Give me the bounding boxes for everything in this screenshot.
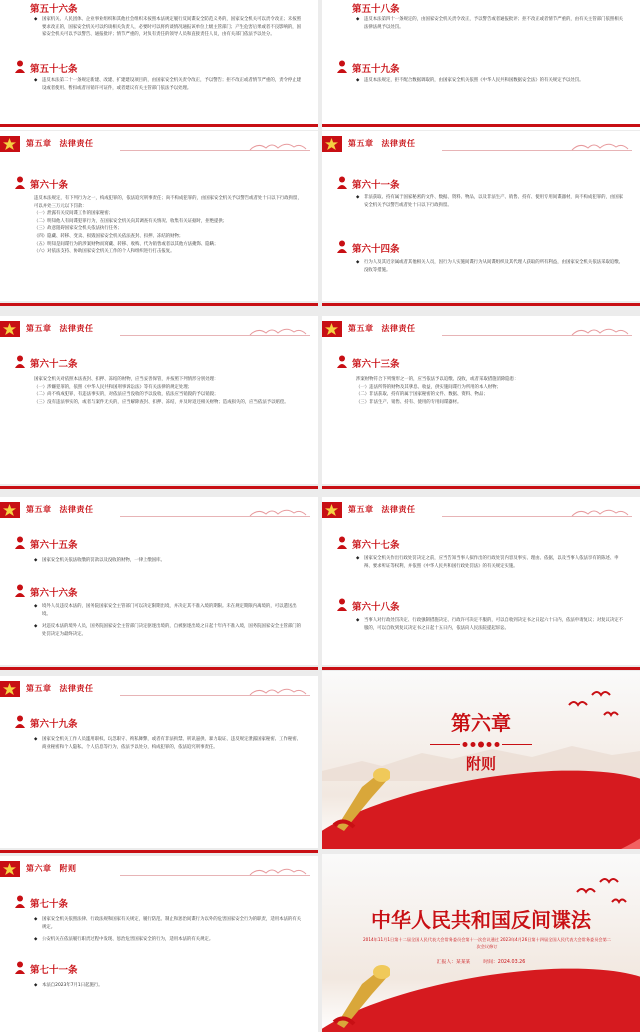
star-icon: [3, 138, 16, 150]
paragraph: [34, 376, 302, 406]
paragraph-text: ◆ 当事人对行政处罚决定、行政强制措施决定、行政许可决定不服的，可以自收到决定书之日起六十日内，依法申请复议；对复议决定不服的，可以自收到复议决定书之日起十五日内，依法向人民法院提起诉讼。: [364, 618, 624, 631]
divider: [322, 486, 640, 489]
section-label: 第六十三条: [352, 359, 400, 370]
chapter-name: 附则: [59, 864, 77, 873]
person-icon: [336, 176, 348, 189]
cloud-pattern-icon: [248, 506, 308, 518]
star-badge: [0, 321, 20, 337]
chapter-title: [26, 863, 85, 874]
person-icon: [14, 536, 26, 549]
reporter-info: [322, 958, 640, 965]
divider: [0, 667, 318, 670]
person-icon: [336, 536, 348, 549]
section-heading: [30, 537, 78, 551]
slide-header: [322, 316, 640, 338]
section-label: 第七十一条: [30, 965, 78, 976]
cloud-pattern-icon: [570, 506, 630, 518]
section-heading: [30, 356, 78, 370]
section-label: 第五十六条: [30, 4, 78, 15]
section-heading: [30, 1, 78, 15]
divider: [0, 303, 318, 306]
cloud-pattern-icon: [570, 325, 630, 337]
section-heading: [30, 716, 78, 730]
chapter-title: [26, 138, 102, 149]
paragraph-text: ◆ 公安机关在依法履行职责过程中发现、惩治危害国家安全的行为，适用本法的有关规定。: [42, 937, 214, 942]
chapter-cover-subtitle: 附则: [465, 755, 496, 773]
cloud-pattern-icon: [248, 325, 308, 337]
section-label: 第六十二条: [30, 359, 78, 370]
divider: [322, 303, 640, 306]
person-icon: [14, 961, 26, 974]
chapter-number: 第五章: [26, 684, 52, 693]
slide-63: [322, 316, 640, 484]
paragraph-text: ◆ 对违反本法的境外人员，国务院国家安全主管部门决定驱逐出境的，自被驱逐出境之日起十年内不准入境，国务院国家安全主管部门的处罚决定为最终决定。: [42, 624, 302, 637]
chapter-number: 第六章: [26, 864, 52, 873]
paragraph-text: ◆ 违反本法第四十一条规定的，由国家安全机关责令改正，予以警告或者通报批评；拒不改正或者情节严重的，由有关主管部门依照相关法律法规予以处罚。: [364, 17, 624, 30]
section-heading: [30, 962, 78, 976]
person-icon: [14, 584, 26, 597]
paragraph-line: （二）明知他人有间谍犯罪行为，在国家安全机关向其调查有关情况、收集有关证据时，拒绝提供；: [34, 218, 228, 224]
paragraph-text: ◆ 本法自2023年7月1日起施行。: [42, 983, 103, 988]
section-label: 第六十一条: [352, 180, 400, 191]
date: 时间：2024.03.26: [483, 960, 526, 965]
chapter-name: 法律责任: [59, 139, 94, 148]
section-label: 第五十九条: [352, 64, 400, 75]
star-icon: [325, 323, 338, 335]
section-heading: [352, 356, 400, 370]
star-badge: [0, 136, 20, 152]
person-icon: [336, 598, 348, 611]
cloud-pattern-icon: [570, 140, 630, 152]
star-icon: [325, 138, 338, 150]
star-badge: [0, 681, 20, 697]
chapter-name: 法律责任: [381, 505, 416, 514]
cloud-pattern-icon: [248, 865, 308, 877]
paragraph-text: ◆ 行为人及其近亲属或者其他相关人员，因行为人实施间谍行为从间谍组织及其代理人获取的所有利益，由国家安全机关依法采取追缴、没收等措施。: [364, 260, 624, 273]
slide-69: [0, 676, 318, 848]
divider: [322, 124, 640, 127]
slide-header: [322, 131, 640, 153]
trumpet-icon: [332, 767, 390, 831]
star-badge: [0, 502, 20, 518]
person-icon: [336, 355, 348, 368]
paragraph-line: （一）涉嫌犯罪的，依照《中华人民共和国刑事诉讼法》等有关法律的规定处理；: [34, 384, 193, 390]
paragraph: [34, 77, 302, 92]
section-heading: [352, 241, 400, 255]
chapter-number: 第五章: [26, 505, 52, 514]
paragraph-line: （一）违法所得的财物及其孳息、收益，供实施间谍行为所用的本人财物；: [356, 384, 501, 390]
paragraph-text: ◆ 国家安全机关作出行政处罚决定之前，应当告知当事人拟作出的行政处罚内容及事实、理由、依据，以及当事人依法享有的陈述、申辩、要求听证等权利，并依照《中华人民共和国行政处罚法》的有关规定实施。: [364, 556, 619, 569]
main-title: 中华人民共和国反间谍法: [371, 908, 591, 932]
section-heading: [30, 61, 78, 75]
chapter-name: 法律责任: [381, 139, 416, 148]
slide-61-64: [322, 131, 640, 301]
paragraph: [34, 982, 302, 990]
star-icon: [3, 504, 16, 516]
paragraph-text: ◆ 国家安全机关依法收缴的罚款以及没收的财物，一律上缴国库。: [42, 558, 165, 563]
chapter-name: 法律责任: [59, 324, 94, 333]
paragraph: [34, 736, 302, 751]
paragraph: [356, 77, 624, 85]
paragraph-line: （五）明知是间谍行为的涉案财物而窝藏、转移、收购、代为销售或者以其他方法掩饰、隐瞒；: [34, 241, 219, 247]
section-heading: [352, 61, 400, 75]
paragraph: [34, 623, 302, 638]
paragraph-line: （二）尚不构成犯罪，有违法事实的，对依法应当没收的予以没收，依法应当销毁的予以销毁；: [34, 392, 219, 398]
chapter-title: [348, 504, 424, 515]
paragraph-line: 国家安全机关对依照本法查封、扣押、冻结的财物，应当妥善保管，并按照下列情形分别处理：: [34, 377, 219, 382]
slide-header: [0, 856, 318, 878]
chapter-title: [26, 683, 102, 694]
chapter-name: 法律责任: [59, 505, 94, 514]
section-heading: [30, 585, 78, 599]
section-label: 第六十七条: [352, 540, 400, 551]
paragraph-line: （一）泄露有关反间谍工作的国家秘密；: [34, 211, 114, 217]
divider: [0, 850, 318, 853]
chapter-name: 法律责任: [59, 684, 94, 693]
paragraph: [34, 16, 302, 39]
section-label: 第六十九条: [30, 719, 78, 730]
trumpet-icon: [332, 964, 390, 1028]
section-heading: [352, 537, 400, 551]
paragraph-line: （四）隐藏、转移、变卖、损毁国家安全机关依法查封、扣押、冻结的财物；: [34, 233, 184, 239]
slide-header: [322, 497, 640, 519]
divider: [322, 667, 640, 670]
paragraph: [356, 376, 624, 406]
title-cover-slide: [322, 854, 640, 1032]
paragraph-line: （三）没有违法事实的，或者与案件无关的，应当解除查封、扣押、冻结，并及时返还相关财物；造成损失的，应当依法予以赔偿。: [34, 399, 289, 405]
slide-header: [0, 131, 318, 153]
paragraph-text: ◆ 国家安全机关工作人员滥用职权、玩忽职守、徇私舞弊，或者有非法拘禁、刑讯逼供、暴力取证、违反规定泄露国家秘密、工作秘密、商业秘密和个人隐私、个人信息等行为，依法予以处分，构成犯罪的，依法追究刑事责任。: [42, 737, 302, 750]
slide-header: [0, 497, 318, 519]
paragraph-text: ◆ 违反本法规定，拒不配合数据调取的，由国家安全机关依照《中华人民共和国数据安全法》的有关规定予以处罚。: [364, 78, 584, 83]
person-icon: [336, 240, 348, 253]
slide-67-68: [322, 497, 640, 665]
paragraph-line: （三）故意阻碍国家安全机关依法执行任务；: [34, 226, 122, 232]
section-heading: [352, 177, 400, 191]
section-heading: [352, 1, 400, 15]
star-badge: [0, 861, 20, 877]
star-icon: [3, 323, 16, 335]
paragraph-text: ◆ 国家安全机关依照法律、行政法规和国家有关规定，履行防范、制止和惩治间谍行为以外的危害国家安全行为的职责，适用本法的有关规定。: [42, 917, 302, 930]
section-label: 第六十条: [30, 180, 69, 191]
paragraph: [34, 603, 302, 618]
star-icon: [3, 863, 16, 875]
chapter-number: 第五章: [348, 505, 374, 514]
paragraph-text: ◆ 境外人员违反本法的，国务院国家安全主管部门可以决定限期出境，并决定其不准入境的期限。未在规定期限内离境的，可以遣送出境。: [42, 604, 297, 617]
divider: [0, 486, 318, 489]
paragraph: [356, 555, 624, 570]
cloud-pattern-icon: [248, 140, 308, 152]
slide-65-66: [0, 497, 318, 665]
paragraph: [34, 936, 302, 944]
paragraph-line: （六）对依法支持、协助国家安全机关工作的个人和组织进行打击报复。: [34, 249, 175, 255]
law-description: 2014年11月1日第十二届全国人民代表大会常务委员会第十一次会议通过 2023年4月26日第十四届全国人民代表大会常务委员会第二次会议修订: [362, 937, 611, 949]
stars-icon: [462, 740, 500, 749]
paragraph: [356, 617, 624, 632]
star-icon: [3, 683, 16, 695]
section-label: 第五十八条: [352, 4, 400, 15]
star-badge: [322, 136, 342, 152]
star-icon: [325, 504, 338, 516]
section-label: 第六十四条: [352, 244, 400, 255]
section-heading: [30, 177, 68, 191]
chapter-cover-title: 第六章: [451, 711, 511, 735]
section-label: 第六十八条: [352, 602, 400, 613]
paragraph: [356, 259, 624, 274]
slide-60: [0, 131, 318, 301]
paragraph: [356, 194, 624, 209]
chapter-title: [348, 138, 424, 149]
divider: [0, 124, 318, 127]
chapter-name: 法律责任: [381, 324, 416, 333]
person-icon: [14, 60, 26, 73]
slide-56-57: [0, 0, 318, 130]
section-label: 第五十七条: [30, 64, 78, 75]
chapter-title: [26, 323, 102, 334]
section-label: 第六十五条: [30, 540, 78, 551]
paragraph-line: 涉案财物符合下列情形之一的，应当依法予以追缴、没收，或者采取措施消除隐患：: [356, 377, 519, 382]
person-icon: [14, 176, 26, 189]
person-icon: [336, 60, 348, 73]
section-heading: [352, 599, 400, 613]
paragraph: [356, 16, 624, 31]
paragraph: [34, 195, 302, 256]
paragraph-line: （二）非法获取、持有的属于国家秘密的文件、数据、资料、物品；: [356, 392, 488, 398]
chapter-number: 第五章: [348, 324, 374, 333]
paragraph: [34, 916, 302, 931]
chapter-number: 第五章: [26, 324, 52, 333]
reporter: 汇报人：某某某: [436, 960, 471, 965]
section-label: 第七十条: [30, 899, 69, 910]
paragraph-text: ◆ 违反本法第二十一条规定新建、改建、扩建建设项目的，由国家安全机关责令改正，予以警告；拒不改正或者情节严重的，责令停止建设或者使用、暂扣或者吊销许可证件，或者建议有关主管部门依法予以处理。: [42, 78, 302, 91]
section-label: 第六十六条: [30, 588, 78, 599]
paragraph-text: ◆ 非法获取、持有属于国家秘密的文件、数据、资料、物品，以及非法生产、销售、持有、使用专用间谍器材，尚不构成犯罪的，由国家安全机关予以警告或者处十日以下行政拘留。: [364, 195, 624, 208]
stars-divider: [430, 741, 532, 749]
person-icon: [14, 355, 26, 368]
person-icon: [14, 715, 26, 728]
paragraph-line: 违反本法规定，有下列行为之一，构成犯罪的，依法追究刑事责任；尚不构成犯罪的，由国家安全机关予以警告或者处十日以下行政拘留，可以并处三万元以下罚款：: [34, 196, 302, 209]
chapter-cover-slide: [322, 671, 640, 849]
paragraph: [34, 557, 302, 565]
chapter-title: [26, 504, 102, 515]
section-heading: [30, 896, 68, 910]
slide-70-71: [0, 856, 318, 1032]
star-badge: [322, 502, 342, 518]
cloud-pattern-icon: [248, 685, 308, 697]
star-badge: [322, 321, 342, 337]
person-icon: [14, 895, 26, 908]
slide-58-59: [322, 0, 640, 130]
paragraph-text: ◆ 国家机关、人民团体、企业事业组织和其他社会组织未按照本法规定履行反间谍安全防范义务的，国家安全机关可以责令改正；未按照要求改正的，国家安全机关可以约谈相关负责人，必要时可以将约谈情况通报该单位上级主管部门；产生危害后果或者不良影响的，国家安全机关可以予以警告、通报批评；情节严重的，对负有责任的领导人员和直接责任人员，由有关部门依法予以处分。: [42, 17, 302, 38]
chapter-number: 第五章: [26, 139, 52, 148]
chapter-number: 第五章: [348, 139, 374, 148]
slide-62: [0, 316, 318, 484]
slide-header: [0, 676, 318, 698]
paragraph-line: （三）非法生产、销售、持有、使用的专用间谍器材。: [356, 399, 462, 405]
chapter-title: [348, 323, 424, 334]
slide-header: [0, 316, 318, 338]
